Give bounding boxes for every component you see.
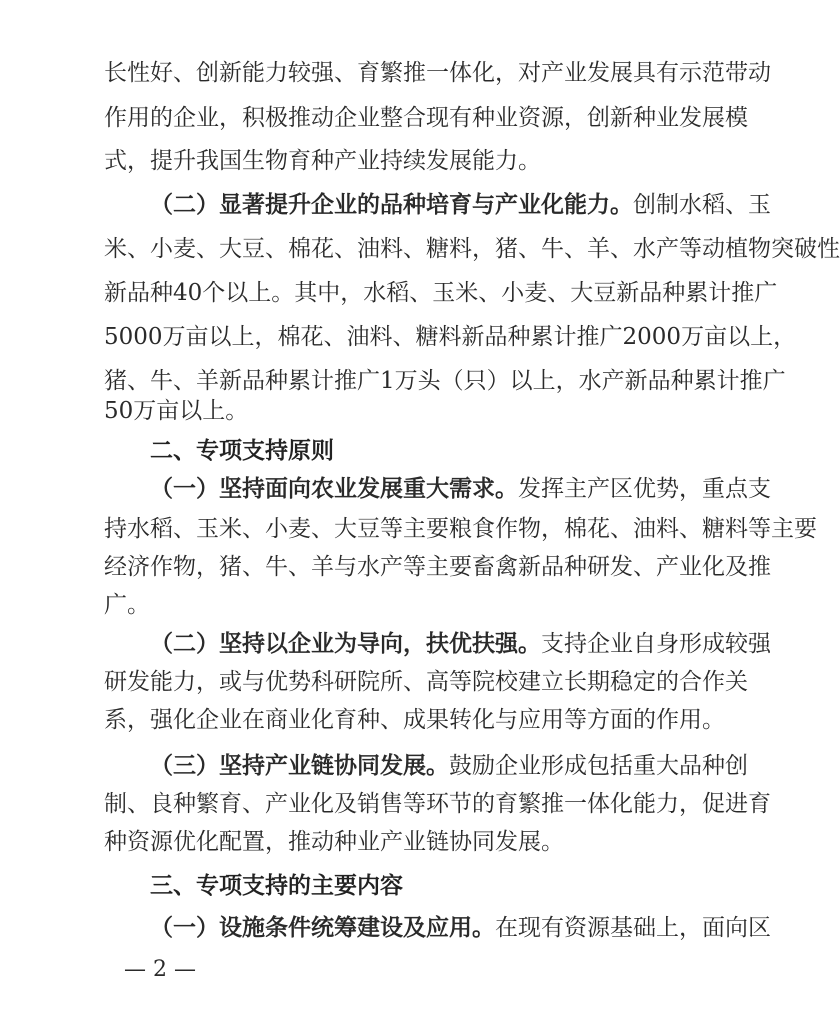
- paragraph-text: 鼓励企业形成包括重大品种创: [449, 753, 748, 779]
- paragraph-lead: （二）显著提升企业的品种培育与产业化能力。: [150, 191, 633, 218]
- body-text-line: 新品种40个以上。其中，水稻、玉米、小麦、大豆新品种累计推广: [104, 280, 778, 306]
- body-text-line: 持水稻、玉米、小麦、大豆等主要粮食作物，棉花、油料、糖料等主要: [104, 516, 817, 542]
- body-text-line: 广。: [104, 592, 150, 618]
- paragraph-first-line: [150, 630, 771, 658]
- body-text-line: 种资源优化配置，推动种业产业链协同发展。: [104, 829, 564, 855]
- body-text-line: 系，强化企业在商业化育种、成果转化与应用等方面的作用。: [104, 707, 725, 733]
- section-heading: 三、专项支持的主要内容: [150, 873, 403, 899]
- page-number: — 2 —: [124, 957, 196, 982]
- paragraph-lead: （一）设施条件统筹建设及应用。: [150, 914, 495, 941]
- body-text-line: 5000万亩以上，棉花、油料、糖料新品种累计推广2000万亩以上，: [104, 324, 797, 350]
- body-text-line: 50万亩以上。: [104, 398, 249, 424]
- paragraph-text: 创制水稻、玉: [633, 192, 771, 218]
- paragraph-lead: （三）坚持产业链协同发展。: [150, 752, 449, 779]
- paragraph-first-line: [150, 914, 771, 942]
- paragraph-first-line: [150, 475, 771, 503]
- paragraph-text: 发挥主产区优势，重点支: [518, 476, 771, 502]
- body-text-line: 米、小麦、大豆、棉花、油料、糖料，猪、牛、羊、水产等动植物突破性: [104, 236, 840, 262]
- body-text-line: 作用的企业，积极推动企业整合现有种业资源，创新种业发展模: [104, 105, 748, 131]
- paragraph-lead: （一）坚持面向农业发展重大需求。: [150, 475, 518, 502]
- paragraph-first-line: [150, 752, 748, 780]
- body-text-line: 长性好、创新能力较强、育繁推一体化，对产业发展具有示范带动: [104, 60, 771, 86]
- paragraph-text: 支持企业自身形成较强: [541, 631, 771, 657]
- section-heading: 二、专项支持原则: [150, 438, 334, 464]
- body-text-line: 猪、牛、羊新品种累计推广1万头（只）以上，水产新品种累计推广: [104, 368, 786, 394]
- body-text-line: 研发能力，或与优势科研院所、高等院校建立长期稳定的合作关: [104, 669, 748, 695]
- paragraph-lead: （二）坚持以企业为导向，扶优扶强。: [150, 630, 541, 657]
- body-text-line: 制、良种繁育、产业化及销售等环节的育繁推一体化能力，促进育: [104, 791, 771, 817]
- paragraph-first-line: [150, 191, 771, 219]
- paragraph-text: 在现有资源基础上，面向区: [495, 915, 771, 941]
- body-text-line: 经济作物，猪、牛、羊与水产等主要畜禽新品种研发、产业化及推: [104, 554, 771, 580]
- body-text-line: 式，提升我国生物育种产业持续发展能力。: [104, 148, 541, 174]
